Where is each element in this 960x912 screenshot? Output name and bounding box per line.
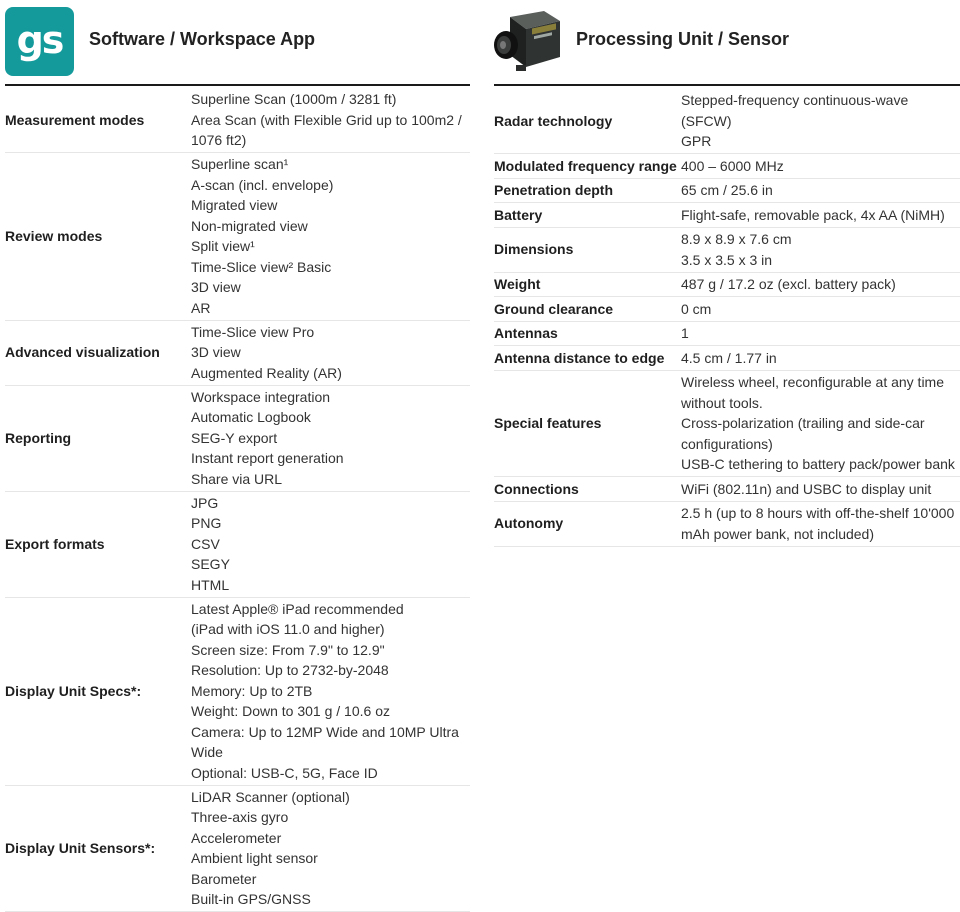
- spec-value-line: Resolution: Up to 2732-by-2048: [191, 662, 389, 678]
- sensor-spec-table: [494, 84, 960, 547]
- spec-value-line: Workspace integration: [191, 388, 331, 405]
- software-column: [5, 0, 470, 912]
- sensor-title: Processing Unit / Sensor: [576, 29, 790, 49]
- spec-value: [681, 501, 960, 546]
- spec-value-line: Area Scan (with Flexible Grid up to 100m2 /: [191, 111, 462, 128]
- spec-value-line: Stepped-frequency continuous-wave (SFCW): [681, 92, 909, 129]
- spec-value-line: PNG: [191, 515, 222, 531]
- spec-value-line: SEGY: [191, 556, 230, 572]
- spec-value: [191, 491, 470, 597]
- spec-row-reporting: [5, 385, 470, 491]
- spec-value: [681, 346, 960, 371]
- gs-logo-text: gs: [16, 17, 63, 62]
- spec-value: [191, 85, 470, 153]
- spec-value-line: JPG: [191, 494, 219, 511]
- software-header: [5, 0, 470, 84]
- gpr-sensor-device-icon: [492, 7, 564, 77]
- spec-row-display-unit-sensors: [5, 785, 470, 912]
- spec-row-weight: [494, 272, 960, 297]
- spec-value-line: configurations): [681, 435, 773, 452]
- spec-row-display-unit-specs: [5, 597, 470, 785]
- software-spec-table: [5, 84, 470, 912]
- spec-value: [191, 785, 470, 912]
- spec-label: Modulated frequency range: [494, 154, 681, 179]
- spec-value-line: Barometer: [191, 870, 257, 887]
- spec-value-line: 3D view: [191, 279, 241, 295]
- sensor-column: [494, 0, 960, 547]
- spec-value-line: Optional: USB-C, 5G, Face ID: [191, 764, 378, 781]
- spec-value: [681, 85, 960, 154]
- spec-label: Weight: [494, 272, 681, 297]
- spec-value-line: SEG-Y export: [191, 429, 278, 446]
- spec-value-line: 2.5 h (up to 8 hours with off-the-shelf 10'000: [681, 505, 955, 521]
- spec-value-line: Flight-safe, removable pack, 4x AA (NiMH): [681, 206, 945, 223]
- spec-value-line: Superline scan¹: [191, 156, 289, 172]
- spec-value-line: LiDAR Scanner (optional): [191, 788, 350, 805]
- spec-label: Radar technology: [494, 85, 681, 154]
- spec-value: [681, 297, 960, 322]
- spec-label: Display Unit Sensors*:: [5, 785, 191, 912]
- spec-label: Ground clearance: [494, 297, 681, 322]
- spec-label: Review modes: [5, 153, 191, 321]
- spec-row-antennas: [494, 321, 960, 346]
- spec-value-line: Screen size: From 7.9" to 12.9": [191, 641, 385, 658]
- spec-row-ground-clearance: [494, 297, 960, 322]
- spec-value-line: A-scan (incl. envelope): [191, 176, 334, 193]
- spec-value-line: Non-migrated view: [191, 217, 308, 234]
- spec-value-line: 8.9 x 8.9 x 7.6 cm: [681, 231, 792, 247]
- spec-value-line: 65 cm / 25.6 in: [681, 182, 773, 198]
- spec-row-advanced-visualization: [5, 320, 470, 385]
- spec-value-line: WiFi (802.11n) and USBC to display unit: [681, 480, 932, 497]
- spec-value-line: Ambient light sensor: [191, 850, 318, 866]
- spec-value-line: Camera: Up to 12MP Wide and 10MP Ultra: [191, 723, 459, 740]
- spec-value-line: (iPad with iOS 11.0 and higher): [191, 621, 385, 637]
- spec-row-connections: [494, 477, 960, 502]
- spec-value-line: 487 g / 17.2 oz (excl. battery pack): [681, 276, 896, 292]
- spec-label: Special features: [494, 370, 681, 477]
- spec-value: [191, 385, 470, 491]
- spec-label: Display Unit Specs*:: [5, 597, 191, 785]
- spec-value-line: 0 cm: [681, 300, 712, 317]
- spec-value-line: Wide: [191, 744, 223, 760]
- spec-label: Advanced visualization: [5, 320, 191, 385]
- spec-row-dimensions: [494, 227, 960, 272]
- spec-value-line: Instant report generation: [191, 450, 344, 466]
- spec-row-review-modes: [5, 153, 470, 321]
- spec-value-line: Split view¹: [191, 238, 255, 254]
- spec-value-line: Latest Apple® iPad recommended: [191, 600, 404, 617]
- sensor-header: [494, 0, 960, 84]
- spec-value: [681, 203, 960, 228]
- spec-value-line: 3.5 x 3.5 x 3 in: [681, 251, 773, 268]
- spec-value-line: 1: [681, 325, 689, 341]
- spec-value-line: USB-C tethering to battery pack/power bank: [681, 456, 955, 472]
- spec-value: [681, 227, 960, 272]
- spec-label: Battery: [494, 203, 681, 228]
- spec-value-line: Cross-polarization (trailing and side-car: [681, 415, 925, 431]
- spec-value-line: Three-axis gyro: [191, 809, 289, 825]
- software-title: Software / Workspace App: [89, 29, 316, 49]
- spec-label: Measurement modes: [5, 85, 191, 153]
- spec-value: [681, 370, 960, 477]
- spec-row-export-formats: [5, 491, 470, 597]
- spec-value: [191, 153, 470, 321]
- spec-label: Penetration depth: [494, 178, 681, 203]
- spec-row-autonomy: [494, 501, 960, 546]
- spec-value-line: Accelerometer: [191, 829, 282, 846]
- spec-row-battery: [494, 203, 960, 228]
- spec-value: [681, 154, 960, 179]
- spec-value-line: Built-in GPS/GNSS: [191, 891, 311, 907]
- spec-value-line: Wireless wheel, reconfigurable at any time: [681, 374, 945, 390]
- spec-value-line: Migrated view: [191, 197, 278, 213]
- spec-value-line: 4.5 cm / 1.77 in: [681, 349, 777, 366]
- spec-row-measurement-modes: [5, 85, 470, 153]
- spec-label: Connections: [494, 477, 681, 502]
- spec-value: [681, 272, 960, 297]
- spec-value: [681, 477, 960, 502]
- spec-label: Antenna distance to edge: [494, 346, 681, 371]
- spec-label: Export formats: [5, 491, 191, 597]
- spec-value-line: Time-Slice view Pro: [191, 323, 315, 340]
- spec-row-radar-technology: [494, 85, 960, 154]
- spec-value-line: Time-Slice view² Basic: [191, 258, 332, 275]
- spec-value-line: CSV: [191, 535, 220, 552]
- spec-value-line: HTML: [191, 576, 230, 593]
- spec-label: Reporting: [5, 385, 191, 491]
- spec-value-line: Augmented Reality (AR): [191, 364, 342, 381]
- spec-row-special-features: [494, 370, 960, 477]
- spec-row-antenna-distance-to-edge: [494, 346, 960, 371]
- spec-value-line: GPR: [681, 133, 712, 149]
- spec-value-line: Automatic Logbook: [191, 409, 311, 425]
- spec-label: Autonomy: [494, 501, 681, 546]
- gs-app-logo: [5, 7, 74, 76]
- spec-label: Antennas: [494, 321, 681, 346]
- spec-value-line: 400 – 6000 MHz: [681, 157, 784, 174]
- spec-row-penetration-depth: [494, 178, 960, 203]
- spec-label: Dimensions: [494, 227, 681, 272]
- spec-row-modulated-frequency-range: [494, 154, 960, 179]
- spec-value-line: AR: [191, 299, 211, 316]
- spec-value-line: 3D view: [191, 344, 241, 360]
- spec-value-line: without tools.: [681, 394, 763, 411]
- spec-value: [681, 178, 960, 203]
- spec-value: [191, 320, 470, 385]
- spec-value-line: mAh power bank, not included): [681, 525, 874, 542]
- spec-value-line: Memory: Up to 2TB: [191, 682, 313, 699]
- spec-value-line: Weight: Down to 301 g / 10.6 oz: [191, 703, 390, 719]
- spec-value: [191, 597, 470, 785]
- spec-value-line: 1076 ft2): [191, 132, 247, 148]
- spec-value-line: Superline Scan (1000m / 3281 ft): [191, 91, 397, 107]
- spec-value-line: Share via URL: [191, 470, 283, 487]
- spec-value: [681, 321, 960, 346]
